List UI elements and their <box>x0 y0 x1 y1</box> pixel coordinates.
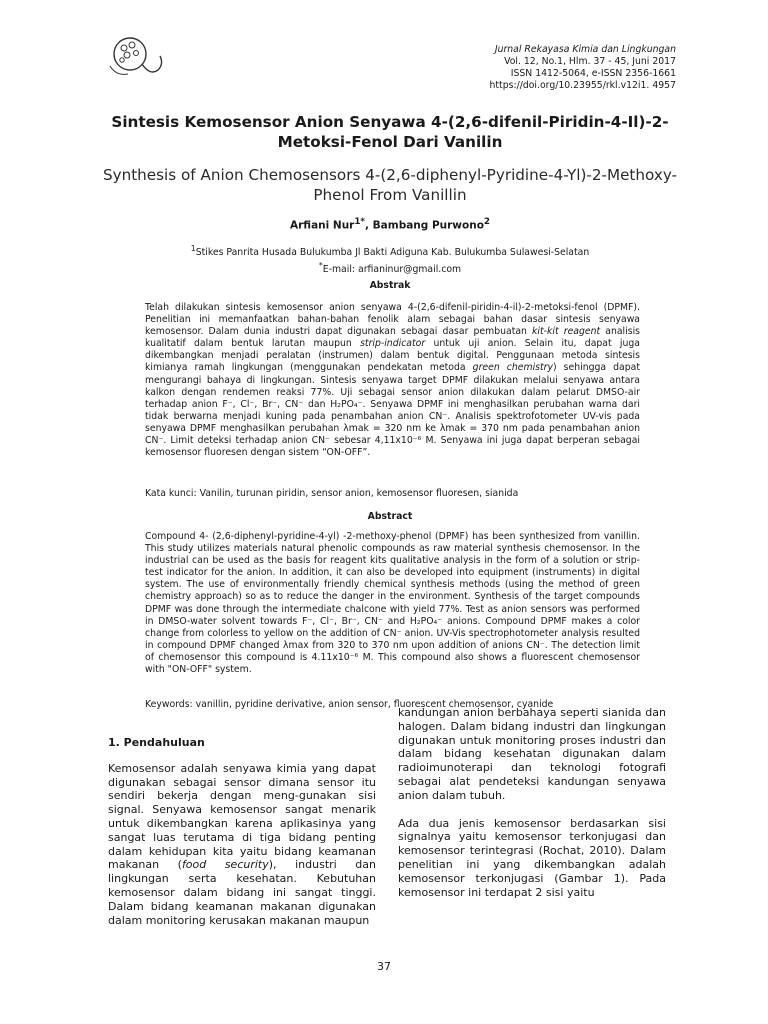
intro-left-column <box>108 736 376 927</box>
intro-paragraph: kandungan anion berbahaya seperti sianida dan halogen. Dalam bidang industri dan lingkungan digunakan untuk monitoring proses industri dan dalam bidang kesehatan digunakan dalam radioimunoterapi dan teknologi fotografi sebagai alat pendeteksi kandungan senyawa anion dalam tubuh. <box>398 706 666 802</box>
section-heading: 1. Pendahuluan <box>108 736 205 749</box>
abstrak-text: Telah dilakukan sintesis kemosensor anion senyawa 4-(2,6-difenil-piridin-4-il)-2-metoksi-fenol (DPMF). Penelitian ini memanfaatkan bahan-bahan fenolik alam sebagai bahan dasar sintesis senyawa kemosensor. Dalam dunia industri dapat digunakan sebagai dasar pembuatan kit-kit reagent analisis kualitatif dalam bentuk larutan maupun strip-indicator untuk uji anion. Selain itu, dapat juga dikembangkan menjadi peralatan (instrumen) dalam bentuk digital. Penggunaan metoda sintesis kimianya ramah lingkungan (menggunakan pendekatan metoda green chemistry) sehingga dapat mengurangi bahaya di lingkungan. Sintesis senyawa target DPMF dilakukan melalui senyawa antara kalkon dengan rendemen reaksi 77%. Uji sebagai sensor anion dilakukan dalam pelarut DMSO-air terhadap anion F⁻, Cl⁻, Br⁻, CN⁻ dan H₂PO₄⁻. Senyawa DPMF ini menghasilkan perubahan warna dari tidak berwarna menjadi kuning pada penambahan anion CN⁻. Analisis spektrofotometer UV-vis pada senyawa DPMF menghasilkan perubahan λmak = 320 nm ke λmak = 370 nm pada penambahan anion CN⁻. Limit deteksi terhadap anion CN⁻ sebesar 4,11x10⁻⁶ M. Senyawa ini juga dapat berperan sebagai kemosensor fluoresen dengan sistem “ON-OFF”. <box>145 302 641 459</box>
author-name: Arfiani Nur <box>290 219 355 232</box>
author-name: Bambang Purwono <box>372 219 484 232</box>
abstract-text: Compound 4- (2,6-diphenyl-pyridine-4-yl) -2-methoxy-phenol (DPMF) has been synthesized from vanillin. This study utilizes materials natural phenolic compounds as raw material synthesis chemosensor. In the industrial can be used as the basis for reagent kits qualitative analysis in the form of a solution or strip-test indicator for the anion. In addition, it can also be developed into equipment (instruments) in digital system. The use of environmentally friendly chemical synthesis methods (using the method of green chemistry approach) so as to reduce the danger in the environment. Synthesis of the target compounds DPMF was done through the intermediate chalcone with yield 77%. Test as anion sensors was performed in DMSO-water solvent towards F⁻, Cl⁻, Br⁻, CN⁻ and H₂PO₄⁻ anions. Compound DPMF makes a color change from colorless to yellow on the addition of CN⁻ anion. UV-Vis spectrophotometer analysis resulted in compound DPMF changed λmax from 320 to 370 nm upon addition of anions CN⁻. The detection limit of chemosensor this compound is 4.11x10⁻⁶ M. This compound also shows a fluorescent chemosensor with "ON-OFF" system. <box>145 531 640 676</box>
affiliation <box>100 243 680 276</box>
intro-paragraph: Ada dua jenis kemosensor berdasarkan sisi signalnya yaitu kemosensor terkonjugasi dan kemosensor terintegrasi (Rochat, 2010). Dalam penelitian ini yang dikembangkan adalah kemosensor terkonjugasi (Gambar 1). Pada kemosensor ini terdapat 2 sisi yaitu <box>398 816 666 899</box>
journal-logo <box>102 34 172 84</box>
intro-paragraph: Kemosensor adalah senyawa kimia yang dapat digunakan sebagai sensor dimana sensor itu sendiri bekerja dengan meng-gunakan sisi signal. Senyawa kemosensor sangat menarik untuk dikembangkan karena aplikasinya yang sangat luas terutama di tiga bidang penting dalam kehidupan kita yaitu bidang keamanan makanan (food security), industri dan lingkungan serta kesehatan. Kebutuhan kemosensor dalam bidang ini sangat tinggi. Dalam bidang keamanan makanan digunakan dalam monitoring kerusakan makanan maupun <box>108 761 376 927</box>
paper-title-english: Synthesis of Anion Chemosensors 4-(2,6-diphenyl-Pyridine-4-Yl)-2-Methoxy-Phenol From Vanillin <box>102 166 678 204</box>
affiliation-superscript: 1 <box>190 244 196 253</box>
author-email[interactable]: E-mail: arfianinur@gmail.com <box>322 263 462 275</box>
kata-kunci: Kata kunci: Vanilin, turunan piridin, sensor anion, kemosensor fluoresen, sianida <box>145 488 519 499</box>
keywords: Keywords: vanillin, pyridine derivative, anion sensor, fluorescent chemosensor, cyanide <box>145 699 554 710</box>
paper-title-indonesian: Sintesis Kemosensor Anion Senyawa 4-(2,6-difenil-Piridin-4-Il)-2-Metoksi-Fenol Dari Vanilin <box>111 113 669 151</box>
author-superscript: 2 <box>483 217 490 227</box>
journal-volume: Vol. 12, No.1, Hlm. 37 - 45, Juni 2017 <box>504 56 676 67</box>
journal-name: Jurnal Rekayasa Kimia dan Lingkungan <box>494 44 676 55</box>
journal-doi[interactable]: https://doi.org/10.23955/rkl.v12i1. 4957 <box>489 80 676 91</box>
author-superscript: 1* <box>354 217 366 227</box>
author-list <box>100 217 680 232</box>
page-number: 37 <box>377 960 391 973</box>
journal-header <box>490 44 676 92</box>
abstrak-heading: Abstrak <box>369 280 411 291</box>
email-superscript: * <box>318 260 323 270</box>
affiliation-line: Stikes Panrita Husada Bulukumba Jl Bakti Adiguna Kab. Bulukumba Sulawesi-Selatan <box>195 247 590 259</box>
author-separator: , <box>365 219 373 232</box>
abstract-heading: Abstract <box>367 511 413 522</box>
intro-right-column <box>398 706 666 899</box>
journal-issn: ISSN 1412-5064, e-ISSN 2356-1661 <box>510 68 676 79</box>
